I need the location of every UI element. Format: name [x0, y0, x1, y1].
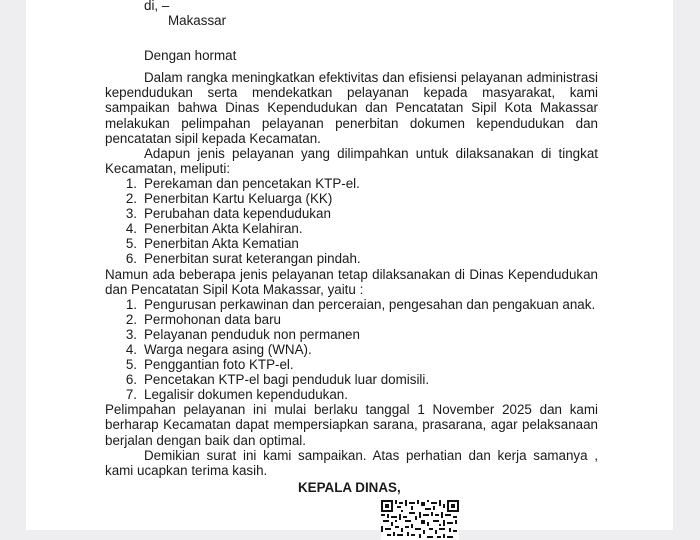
list-number: 2. — [125, 191, 137, 207]
paragraph-delegated-intro: Adapun jenis pelayanan yang dilimpahkan untuk dilaksanakan di tingkat Kecamatan, meliputi: — [105, 145, 598, 176]
list-item — [105, 221, 598, 236]
list-number: 6. — [125, 372, 137, 388]
list-number: 1. — [125, 296, 137, 312]
list-item — [105, 342, 598, 357]
list-number: 4. — [125, 341, 137, 357]
letter-body — [105, 0, 598, 478]
list-text: Pengurusan perkawinan dan perceraian, pengesahan dan pengakuan anak. — [144, 296, 596, 312]
list-text: Penerbitan Akta Kematian — [144, 236, 299, 252]
list-item — [105, 191, 598, 206]
list-number: 4. — [125, 221, 137, 237]
list-text: Perubahan data kependudukan — [144, 206, 331, 222]
address-line-1: di, – — [144, 0, 170, 13]
paragraph-intro: Dalam rangka meningkatkan efektivitas dan efisiensi pelayanan administrasi kependudukan serta mendekatkan pelayanan kepada masyarakat, kami sampaikan bahwa Dinas Kependudukan dan Pencatatan Sipil Kota Makassar melakukan pelimpahan pelayanan penerbitan dokumen kependudukan dan pencatatan sipil kepada Kecamatan. — [105, 70, 598, 146]
signatory-title: KEPALA DINAS, — [298, 480, 401, 495]
qr-code-icon — [381, 500, 459, 540]
list-item — [105, 176, 598, 191]
list-number: 5. — [125, 236, 137, 252]
list-text: Penerbitan surat keterangan pindah. — [144, 251, 361, 267]
list-text: Penerbitan Akta Kelahiran. — [144, 221, 303, 237]
list-item — [105, 251, 598, 266]
list-item — [105, 357, 598, 372]
list-item — [105, 236, 598, 251]
list-text: Warga negara asing (WNA). — [144, 341, 312, 357]
list-text: Perekaman dan pencetakan KTP-el. — [144, 175, 360, 191]
list-text: Legalisir dokumen kependudukan. — [144, 387, 348, 403]
list-number: 3. — [125, 206, 137, 222]
paragraph-retained-intro: Namun ada beberapa jenis pelayanan tetap dilaksanakan di Dinas Kependudukan dan Pencatatan Sipil Kota Makassar, yaitu : — [105, 266, 598, 297]
list-text: Pelayanan penduduk non permanen — [144, 326, 360, 342]
list-item — [105, 312, 598, 327]
paragraph-effective-date: Pelimpahan pelayanan ini mulai berlaku tanggal 1 November 2025 dan kami berharap Kecamatan dapat mempersiapkan sarana, prasarana, agar pelaksanaan berjalan dengan baik dan optimal. — [105, 402, 598, 448]
list-text: Permohonan data baru — [144, 311, 281, 327]
document-page — [26, 0, 673, 530]
list-item — [105, 327, 598, 342]
list-number: 7. — [125, 387, 137, 403]
address-line-2: Makassar — [168, 13, 227, 29]
list-item — [105, 372, 598, 387]
list-number: 5. — [125, 357, 137, 373]
list-item — [105, 297, 598, 312]
delegated-services-list — [105, 176, 598, 267]
list-number: 3. — [125, 326, 137, 342]
list-text: Pencetakan KTP-el bagi penduduk luar domisili. — [144, 372, 430, 388]
list-text: Penggantian foto KTP-el. — [144, 357, 294, 373]
list-item — [105, 387, 598, 402]
list-number: 6. — [125, 251, 137, 267]
list-item — [105, 206, 598, 221]
list-number: 1. — [125, 175, 137, 191]
list-number: 2. — [125, 311, 137, 327]
greeting: Dengan hormat — [144, 48, 237, 64]
retained-services-list — [105, 297, 598, 403]
list-text: Penerbitan Kartu Keluarga (KK) — [144, 191, 333, 207]
paragraph-closing: Demikian surat ini kami sampaikan. Atas perhatian dan kerja samanya , kami ucapkan terima kasih. — [105, 447, 598, 478]
